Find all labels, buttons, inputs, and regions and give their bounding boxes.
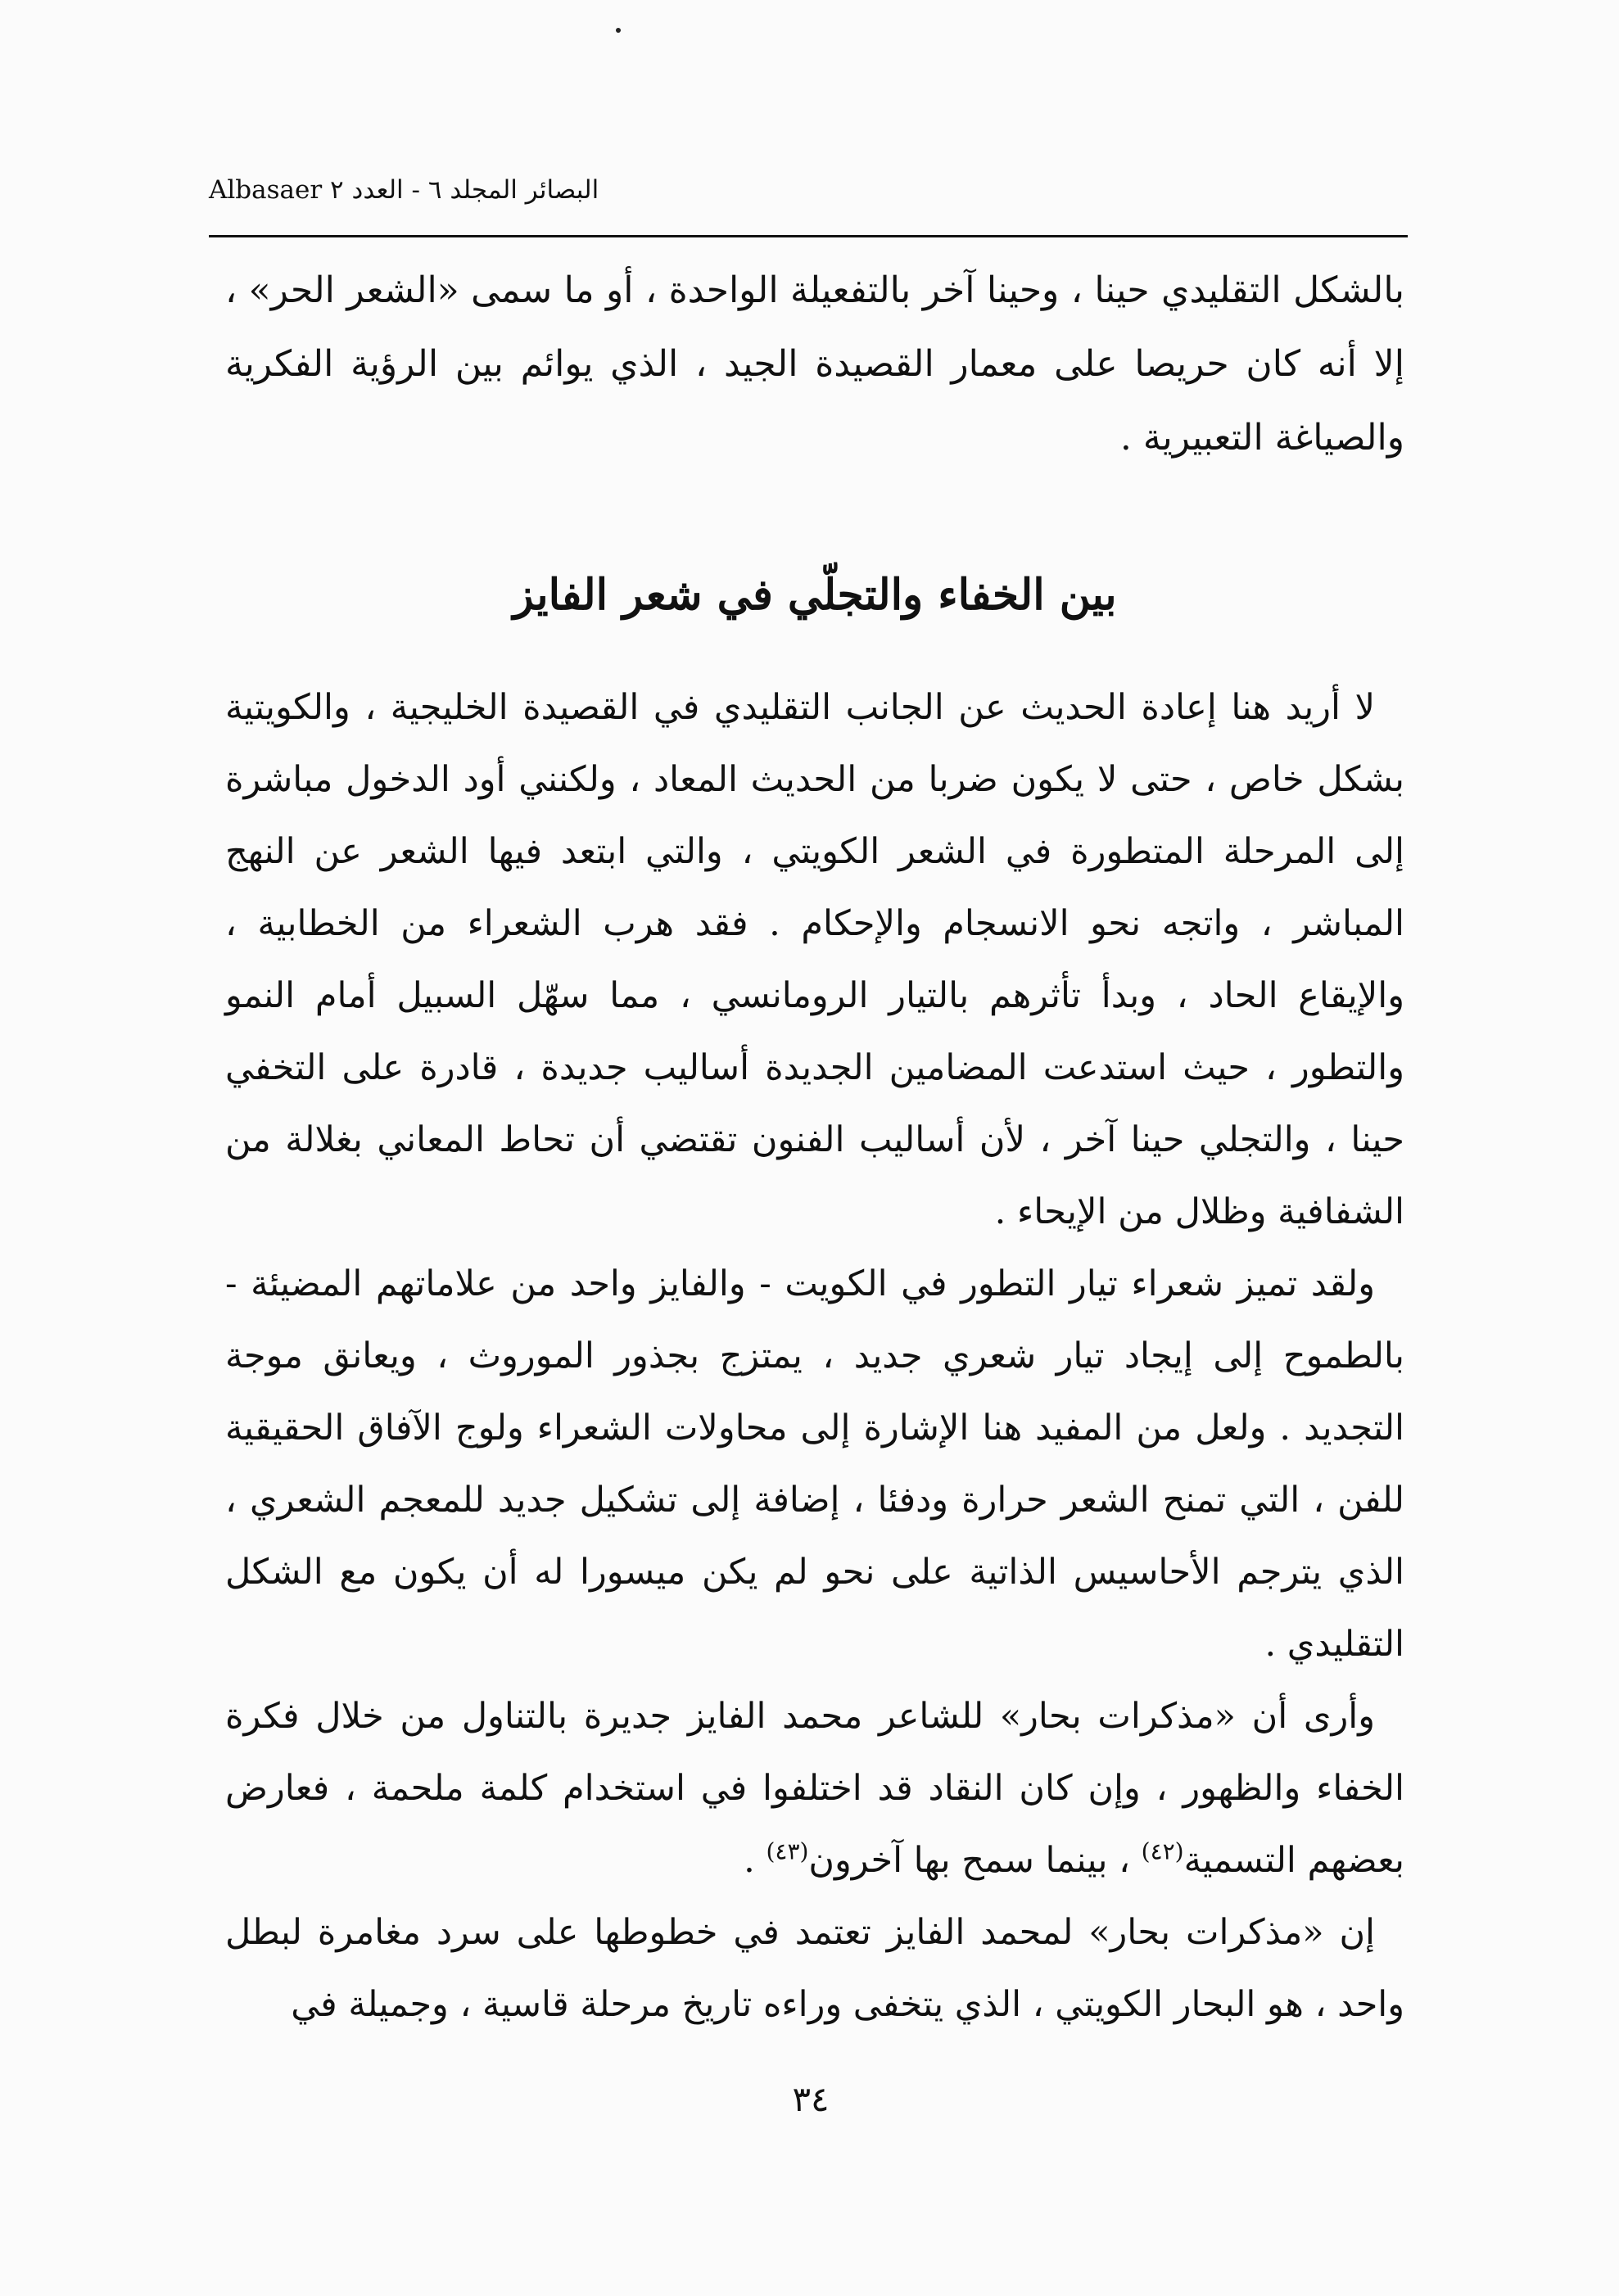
paragraph-3-continuation: ، بينما سمح بها آخرون	[808, 1840, 1142, 1881]
article-body	[225, 671, 1404, 2041]
journal-name: Albasaer	[209, 175, 323, 205]
paragraph-3-text: وأرى أن «مذكرات بحار» للشاعر محمد الفايز جديرة بالتناول من خلال فكرة الخفاء والظهور ، وإن كان النقاد قد اختلفوا في استخدام كلمة ملحمة ، فعارض بعضهم التسمية	[225, 1696, 1404, 1881]
opening-paragraph: بالشكل التقليدي حينا ، وحينا آخر بالتفعيلة الواحدة ، أو ما سمى «الشعر الحر» ، إلا أنه كان حريصا على معمار القصيدة الجيد ، الذي يوائم بين الرؤية الفكرية والصياغة التعبيرية .	[225, 269, 1404, 459]
page-number: ٣٤	[792, 2079, 830, 2119]
header-rule	[209, 235, 1408, 237]
footnote-ref-43: (٤٣)	[766, 1837, 809, 1865]
journal-header	[209, 168, 599, 212]
paragraph-4: إن «مذكرات بحار» لمحمد الفايز تعتمد في خطوطها على سرد مغامرة لبطل واحد ، هو البحار الكويتي ، الذي يتخفى وراءه تاريخ مرحلة قاسية ، وجميلة في	[225, 1912, 1404, 2025]
issue-label: البصائر المجلد ٦ - العدد ٢	[330, 175, 599, 205]
opening-text	[225, 254, 1404, 475]
section-heading: بين الخفاء والتجلّي في شعر الفايز	[513, 569, 1117, 620]
footnote-ref-42: (٤٢)	[1141, 1837, 1184, 1865]
scan-mark	[616, 28, 621, 33]
paragraph-3-end: .	[744, 1840, 767, 1881]
page-header	[209, 168, 1408, 212]
paragraph-1: لا أريد هنا إعادة الحديث عن الجانب التقليدي في القصيدة الخليجية ، والكويتية بشكل خاص ، حتى لا يكون ضربا من الحديث المعاد ، ولكنني أود الدخول مباشرة إلى المرحلة المتطورة في الشعر الكويتي ، والتي ابتعد فيها الشعر عن النهج المباشر ، واتجه نحو الانسجام والإحكام . فقد هرب الشعراء من الخطابية ، والإيقاع الحاد ، وبدأ تأثرهم بالتيار الرومانسي ، مما سهّل السبيل أمام النمو والتطور ، حيث استدعت المضامين الجديدة أساليب جديدة ، قادرة على التخفي حينا ، والتجلي حينا آخر ، لأن أساليب الفنون تقتضي أن تحاط المعاني بغلالة من الشفافية وظلال من الإيحاء .	[225, 687, 1404, 1232]
paragraph-2: ولقد تميز شعراء تيار التطور في الكويت - والفايز واحد من علاماتهم المضيئة - بالطموح إلى إيجاد تيار شعري جديد ، يمتزج بجذور الموروث ، ويعانق موجة التجديد . ولعل من المفيد هنا الإشارة إلى محاولات الشعراء ولوج الآفاق الحقيقية للفن ، التي تمنح الشعر حرارة ودفئا ، إضافة إلى تشكيل جديد للمعجم الشعري ، الذي يترجم الأحاسيس الذاتية على نحو لم يكن ميسورا له أن يكون مع الشكل التقليدي .	[225, 1263, 1404, 1665]
paragraph-3	[225, 1680, 1404, 1896]
